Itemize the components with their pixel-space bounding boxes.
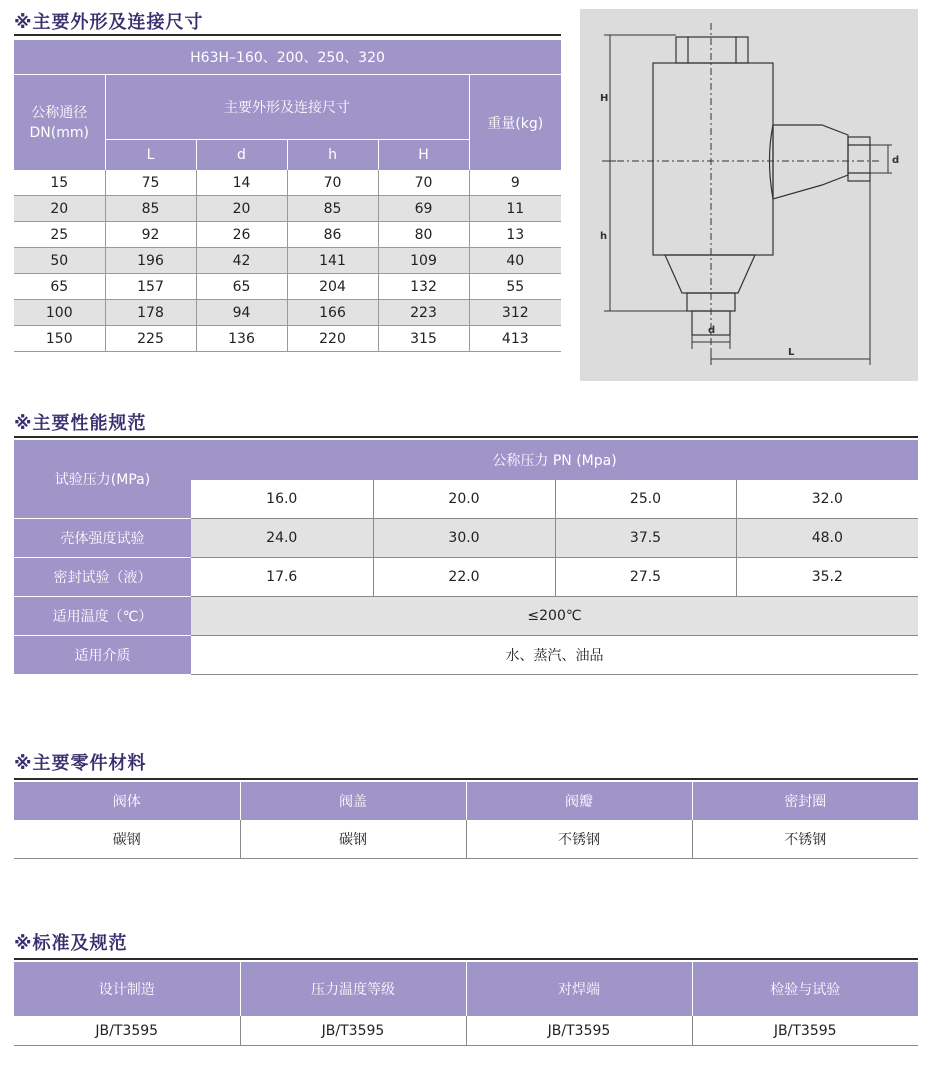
materials-value: 碳钢 bbox=[240, 820, 466, 859]
cell: 85 bbox=[287, 196, 378, 222]
test-pressure-label: 试验压力(MPa) bbox=[14, 440, 191, 519]
nominal-value: 16.0 bbox=[191, 480, 373, 519]
table-row bbox=[14, 196, 561, 222]
cell: 220 bbox=[287, 326, 378, 352]
cell: 92 bbox=[105, 222, 196, 248]
seal-test-value: 35.2 bbox=[736, 558, 918, 597]
cell: 65 bbox=[196, 274, 287, 300]
cell: 65 bbox=[14, 274, 105, 300]
sub-col-L: L bbox=[105, 140, 196, 171]
cell: 100 bbox=[14, 300, 105, 326]
section-title-dimensions: ※主要外形及连接尺寸 bbox=[14, 12, 204, 33]
cell: 25 bbox=[14, 222, 105, 248]
section-rule bbox=[14, 958, 918, 960]
standards-value: JB/T3595 bbox=[692, 1016, 918, 1046]
shell-test-value: 30.0 bbox=[373, 519, 555, 558]
section-rule bbox=[14, 778, 918, 780]
cell: 42 bbox=[196, 248, 287, 274]
section-rule bbox=[14, 34, 561, 36]
model-title: H63H–160、200、250、320 bbox=[14, 40, 561, 75]
standards-value: JB/T3595 bbox=[240, 1016, 466, 1046]
materials-header: 密封圈 bbox=[692, 782, 918, 820]
cell: 150 bbox=[14, 326, 105, 352]
section-title-performance: ※主要性能规范 bbox=[14, 413, 147, 434]
cell: 26 bbox=[196, 222, 287, 248]
cell: 413 bbox=[469, 326, 561, 352]
temp-value: ≤200℃ bbox=[191, 597, 918, 636]
standards-header: 设计制造 bbox=[14, 962, 240, 1016]
label-L: L bbox=[788, 347, 795, 358]
materials-header: 阀盖 bbox=[240, 782, 466, 820]
table-row bbox=[14, 248, 561, 274]
materials-value: 不锈钢 bbox=[692, 820, 918, 859]
section-title-standards: ※标准及规范 bbox=[14, 933, 128, 954]
table-row bbox=[14, 558, 918, 597]
standards-value: JB/T3595 bbox=[466, 1016, 692, 1046]
sub-col-H: H bbox=[378, 140, 469, 171]
sub-col-d: d bbox=[196, 140, 287, 171]
col-weight-header: 重量(kg) bbox=[469, 75, 561, 171]
table-row bbox=[14, 1016, 918, 1046]
table-row bbox=[14, 300, 561, 326]
cell: 136 bbox=[196, 326, 287, 352]
table-header-row bbox=[14, 962, 918, 1016]
medium-label: 适用介质 bbox=[14, 636, 191, 675]
cell: 20 bbox=[196, 196, 287, 222]
cell: 9 bbox=[469, 170, 561, 196]
shell-test-value: 48.0 bbox=[736, 519, 918, 558]
standards-table bbox=[14, 962, 918, 1046]
medium-value: 水、蒸汽、油品 bbox=[191, 636, 918, 675]
cell: 178 bbox=[105, 300, 196, 326]
standards-header: 对焊端 bbox=[466, 962, 692, 1016]
cell: 70 bbox=[378, 170, 469, 196]
col-group-header: 主要外形及连接尺寸 bbox=[105, 75, 469, 140]
cell: 69 bbox=[378, 196, 469, 222]
cell: 55 bbox=[469, 274, 561, 300]
cell: 15 bbox=[14, 170, 105, 196]
materials-value: 不锈钢 bbox=[466, 820, 692, 859]
nominal-value: 25.0 bbox=[555, 480, 736, 519]
cell: 40 bbox=[469, 248, 561, 274]
cell: 80 bbox=[378, 222, 469, 248]
materials-value: 碳钢 bbox=[14, 820, 240, 859]
section-rule bbox=[14, 436, 918, 438]
sub-col-h: h bbox=[287, 140, 378, 171]
table-row bbox=[14, 222, 561, 248]
table-header-row bbox=[14, 782, 918, 820]
standards-header: 检验与试验 bbox=[692, 962, 918, 1016]
table-row bbox=[14, 326, 561, 352]
cell: 223 bbox=[378, 300, 469, 326]
materials-table bbox=[14, 782, 918, 859]
shell-test-value: 37.5 bbox=[555, 519, 736, 558]
cell: 86 bbox=[287, 222, 378, 248]
cell: 225 bbox=[105, 326, 196, 352]
label-h: h bbox=[600, 231, 608, 242]
seal-test-value: 17.6 bbox=[191, 558, 373, 597]
temp-label: 适用温度（℃） bbox=[14, 597, 191, 636]
seal-test-value: 22.0 bbox=[373, 558, 555, 597]
label-d-bottom: d bbox=[708, 325, 716, 336]
cell: 11 bbox=[469, 196, 561, 222]
shell-test-value: 24.0 bbox=[191, 519, 373, 558]
cell: 312 bbox=[469, 300, 561, 326]
cell: 109 bbox=[378, 248, 469, 274]
cell: 166 bbox=[287, 300, 378, 326]
cell: 196 bbox=[105, 248, 196, 274]
cell: 75 bbox=[105, 170, 196, 196]
cell: 50 bbox=[14, 248, 105, 274]
valve-drawing-svg bbox=[580, 9, 918, 381]
cell: 70 bbox=[287, 170, 378, 196]
cell: 157 bbox=[105, 274, 196, 300]
table-row bbox=[14, 519, 918, 558]
performance-table bbox=[14, 440, 918, 675]
cell: 14 bbox=[196, 170, 287, 196]
nominal-value: 20.0 bbox=[373, 480, 555, 519]
table-row bbox=[14, 597, 918, 636]
nominal-pressure-header: 公称压力 PN (Mpa) bbox=[191, 440, 918, 480]
label-d-side: d bbox=[892, 155, 900, 166]
table-row bbox=[14, 170, 561, 196]
cell: 315 bbox=[378, 326, 469, 352]
standards-value: JB/T3595 bbox=[14, 1016, 240, 1046]
seal-test-label: 密封试验（液） bbox=[14, 558, 191, 597]
cell: 85 bbox=[105, 196, 196, 222]
valve-dimension-drawing bbox=[580, 9, 918, 381]
label-H: H bbox=[600, 93, 609, 104]
cell: 132 bbox=[378, 274, 469, 300]
cell: 94 bbox=[196, 300, 287, 326]
table-row bbox=[14, 636, 918, 675]
materials-header: 阀瓣 bbox=[466, 782, 692, 820]
cell: 20 bbox=[14, 196, 105, 222]
cell: 141 bbox=[287, 248, 378, 274]
seal-test-value: 27.5 bbox=[555, 558, 736, 597]
col-dn-header: 公称通径DN(mm) bbox=[14, 75, 105, 171]
table-row bbox=[14, 274, 561, 300]
shell-test-label: 壳体强度试验 bbox=[14, 519, 191, 558]
nominal-value: 32.0 bbox=[736, 480, 918, 519]
section-title-materials: ※主要零件材料 bbox=[14, 753, 147, 774]
dimensions-table bbox=[14, 40, 561, 352]
standards-header: 压力温度等级 bbox=[240, 962, 466, 1016]
materials-header: 阀体 bbox=[14, 782, 240, 820]
table-row bbox=[14, 820, 918, 859]
cell: 13 bbox=[469, 222, 561, 248]
cell: 204 bbox=[287, 274, 378, 300]
